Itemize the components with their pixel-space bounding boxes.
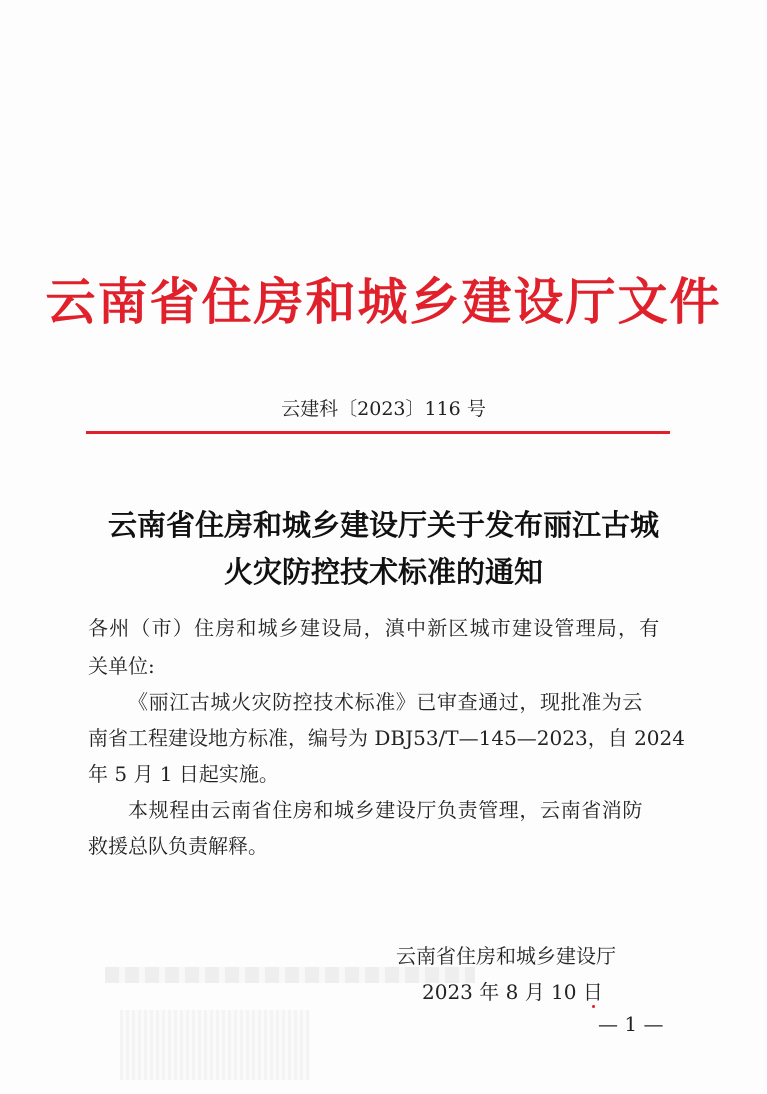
document-number: 云建科〔2023〕116 号 <box>281 398 486 420</box>
red-divider-line <box>86 431 670 434</box>
red-mark <box>592 1005 595 1008</box>
bleed-through-text <box>105 967 475 983</box>
body-line-5: 年 5 月 1 日起实施。 <box>88 762 279 786</box>
document-header-title: 云南省住房和城乡建设厅文件 <box>45 272 722 331</box>
page-number: — 1 — <box>598 1012 664 1036</box>
body-line-7: 救援总队负责解释。 <box>88 834 268 858</box>
signature-date: 2023 年 8 月 10 日 <box>422 980 603 1004</box>
notice-title-line-2: 火灾防控技术标准的通知 <box>223 555 543 589</box>
scan-artifact <box>120 1010 310 1080</box>
signature-organization: 云南省住房和城乡建设厅 <box>396 944 616 968</box>
body-line-1: 各州（市）住房和城乡建设局，滇中新区城市建设管理局，有 <box>88 616 661 640</box>
notice-title-line-1: 云南省住房和城乡建设厅关于发布丽江古城 <box>107 508 659 542</box>
body-line-2: 关单位: <box>88 654 155 678</box>
body-line-4: 南省工程建设地方标准，编号为 DBJ53/T—145—2023，自 2024 <box>88 726 685 750</box>
body-line-3: 《丽江古城火灾防控技术标准》已审查通过，现批准为云 <box>128 690 643 714</box>
body-line-6: 本规程由云南省住房和城乡建设厅负责管理，云南省消防 <box>128 798 643 822</box>
